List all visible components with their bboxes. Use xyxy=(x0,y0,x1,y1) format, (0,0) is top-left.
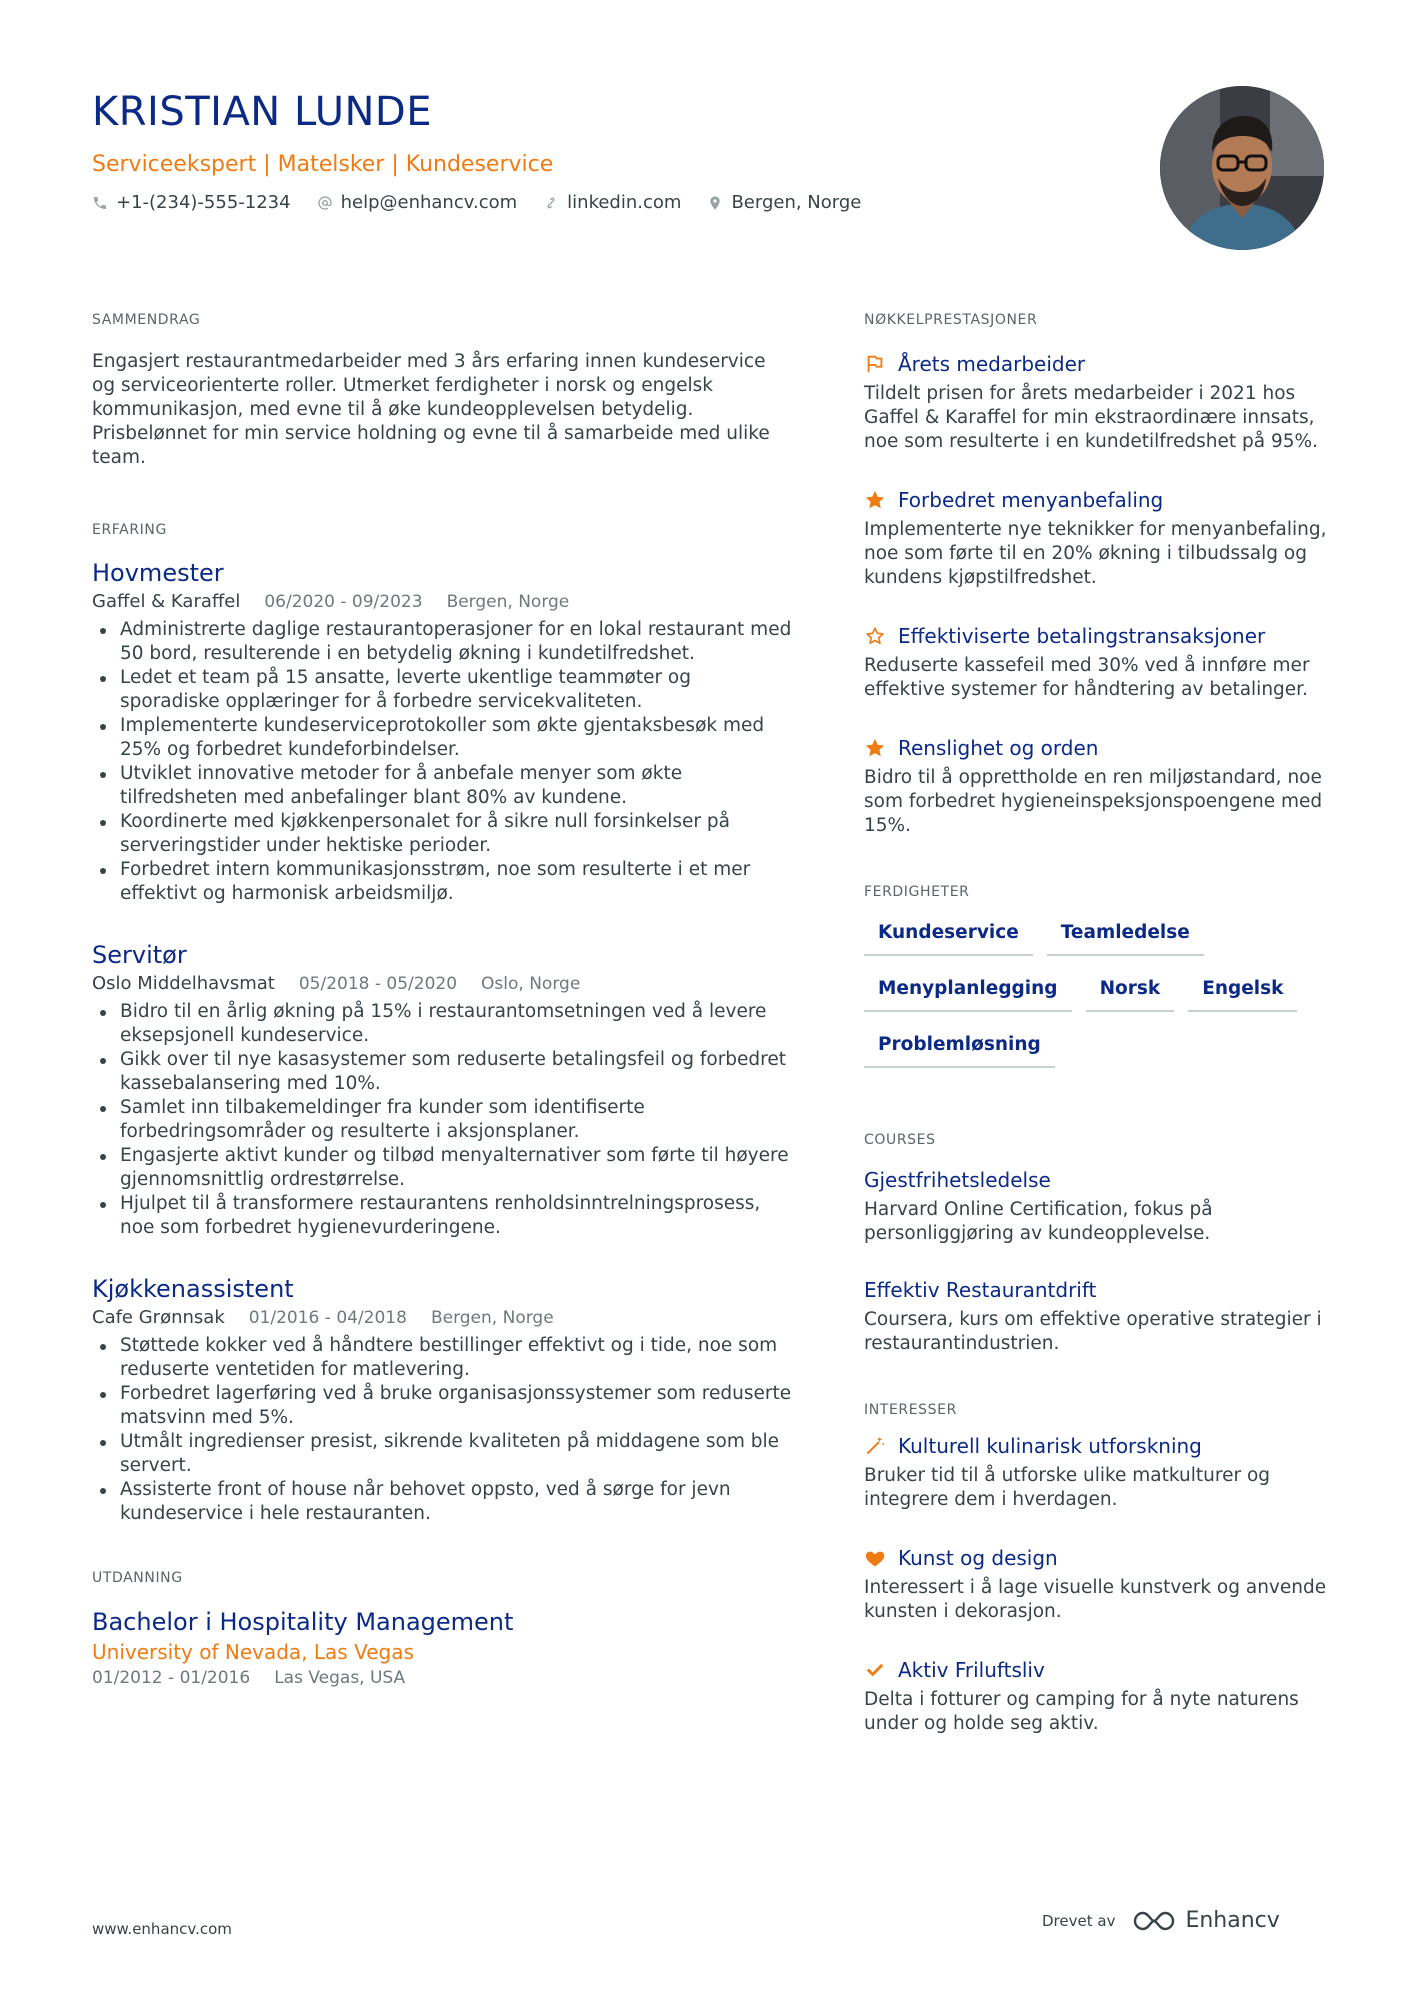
magic-wand-icon xyxy=(864,1435,886,1457)
experience-heading: ERFARING xyxy=(92,522,167,538)
job-meta xyxy=(92,972,792,996)
linkedin-text: linkedin.com xyxy=(567,192,682,213)
education-school: University of Nevada, Las Vegas xyxy=(92,1640,414,1664)
skill-tag: Problemløsning xyxy=(864,1026,1055,1068)
achievement-desc: Tildelt prisen for årets medarbeider i 2021 hos Gaffel & Karaffel for min ekstraordinære innsats, noe som resulterte i en kundetilfredshet på 95%. xyxy=(864,383,1318,452)
summary-heading: SAMMENDRAG xyxy=(92,312,201,328)
interest-title: Kulturell kulinarisk utforskning xyxy=(898,1434,1202,1458)
achievement-title: Årets medarbeider xyxy=(898,352,1086,376)
interest-head xyxy=(864,1656,1330,1684)
course-title: Effektiv Restaurantdrift xyxy=(864,1278,1097,1302)
at-icon xyxy=(317,195,333,211)
interest-title: Aktiv Friluftsliv xyxy=(898,1658,1045,1682)
job-dates: 06/2020 - 09/2023 xyxy=(264,592,423,612)
education-location: Las Vegas, USA xyxy=(274,1668,406,1688)
job-bullet: Assisterte front of house når behovet oppsto, ved å sørge for jevn kundeservice i hele restauranten. xyxy=(92,1478,792,1526)
phone-icon xyxy=(92,195,108,211)
interest-desc: Delta i fotturer og camping for å nyte naturens under og holde seg aktiv. xyxy=(864,1689,1299,1734)
job-bullet: Hjulpet til å transformere restaurantens renholdsinntrelningsprosess, noe som forbedret hygienevurderingene. xyxy=(92,1192,792,1240)
achievement-title: Forbedret menyanbefaling xyxy=(898,488,1164,512)
job-title: Kjøkkenassistent xyxy=(92,1275,294,1303)
experience-section xyxy=(92,520,792,1526)
footer-branding xyxy=(1042,1908,1280,1933)
headline: Serviceekspert | Matelsker | Kundeservice xyxy=(92,152,554,177)
summary-text: Engasjert restaurantmedarbeider med 3 års erfaring innen kundeservice og serviceorienterte roller. Utmerket ferdigheter i norsk og engelsk kommunikasjon, med evne til å øke kundeopplevelsen betydelig. Prisbelønnet for min service holdning og evne til å samarbeide med ulike team. xyxy=(92,351,770,468)
star-filled-icon xyxy=(864,737,886,759)
interests-heading: INTERESSER xyxy=(864,1402,957,1418)
resume-header xyxy=(92,84,1152,216)
achievement-head xyxy=(864,350,1330,378)
job-location: Bergen, Norge xyxy=(430,1308,554,1328)
skills-heading: FERDIGHETER xyxy=(864,884,970,900)
contact-row xyxy=(92,190,1152,216)
job-bullet: Implementerte kundeserviceprotokoller som økte gjentaksbesøk med 25% og forbedret kundeforbindelser. xyxy=(92,714,792,762)
achievement-item xyxy=(864,350,1330,454)
job-entry xyxy=(92,1274,792,1526)
footer-website[interactable]: www.enhancv.com xyxy=(92,1920,232,1938)
contact-linkedin[interactable] xyxy=(543,190,681,216)
contact-location xyxy=(707,190,861,216)
powered-by-label: Drevet av xyxy=(1042,1911,1116,1930)
interest-title: Kunst og design xyxy=(898,1546,1058,1570)
education-degree: Bachelor i Hospitality Management xyxy=(92,1608,514,1636)
interest-head xyxy=(864,1432,1330,1460)
achievement-head xyxy=(864,486,1330,514)
achievement-head xyxy=(864,622,1330,650)
star-filled-icon xyxy=(864,489,886,511)
achievement-desc: Bidro til å opprettholde en ren miljøstandard, noe som forbedret hygieneinspeksjonspoengene med 15%. xyxy=(864,767,1323,836)
job-company: Oslo Middelhavsmat xyxy=(92,973,275,994)
skill-tag: Norsk xyxy=(1086,970,1175,1012)
interests-section xyxy=(864,1400,1330,1736)
job-meta xyxy=(92,590,792,614)
job-title: Hovmester xyxy=(92,559,224,587)
job-company: Gaffel & Karaffel xyxy=(92,591,241,612)
contact-phone xyxy=(92,190,291,216)
job-bullet: Forbedret intern kommunikasjonsstrøm, noe som resulterte i et mer effektivt og harmonisk arbeidsmiljø. xyxy=(92,858,792,906)
education-heading: UTDANNING xyxy=(92,1570,183,1586)
phone-text: +1-(234)-555-1234 xyxy=(116,192,291,213)
interest-desc: Bruker tid til å utforske ulike matkulturer og integrere dem i hverdagen. xyxy=(864,1465,1271,1510)
candidate-name: KRISTIAN LUNDE xyxy=(92,89,433,135)
achievement-desc: Implementerte nye teknikker for menyanbefaling, noe som førte til en 20% økning i tilbudssalg og kundens kjøpstilfredshet. xyxy=(864,519,1327,588)
interest-item xyxy=(864,1544,1330,1624)
job-bullets xyxy=(92,1000,792,1240)
skill-tag: Kundeservice xyxy=(864,914,1033,956)
achievement-item xyxy=(864,622,1330,702)
job-bullets xyxy=(92,618,792,906)
skill-tag: Teamledelse xyxy=(1047,914,1204,956)
job-bullet: Ledet et team på 15 ansatte, leverte ukentlige teammøter og sporadiske opplæringer for å forbedre servicekvaliteten. xyxy=(92,666,792,714)
job-bullet: Administrerte daglige restaurantoperasjoner for en lokal restaurant med 50 bord, resulterende i en betydelig økning i kundetilfredshet. xyxy=(92,618,792,666)
star-outline-icon xyxy=(864,625,886,647)
education-section xyxy=(92,1568,792,1690)
job-entry xyxy=(92,558,792,906)
checkmark-icon xyxy=(864,1659,886,1681)
course-desc: Coursera, kurs om effektive operative strategier i restaurantindustrien. xyxy=(864,1309,1322,1354)
course-desc: Harvard Online Certification, fokus på personliggjøring av kundeopplevelse. xyxy=(864,1199,1213,1244)
achievement-item xyxy=(864,486,1330,590)
location-pin-icon xyxy=(707,195,723,211)
heart-icon xyxy=(864,1547,886,1569)
course-title: Gjestfrihetsledelse xyxy=(864,1168,1051,1192)
contact-email[interactable] xyxy=(317,190,518,216)
job-entry xyxy=(92,940,792,1240)
job-meta xyxy=(92,1306,792,1330)
enhancv-logo-icon xyxy=(1131,1909,1177,1933)
job-location: Oslo, Norge xyxy=(481,974,581,994)
job-bullet: Støttede kokker ved å håndtere bestillinger effektivt og i tide, noe som reduserte ventetiden for matlevering. xyxy=(92,1334,792,1382)
interest-item xyxy=(864,1656,1330,1736)
job-bullet: Bidro til en årlig økning på 15% i restaurantomsetningen ved å levere eksepsjonell kundeservice. xyxy=(92,1000,792,1048)
job-location: Bergen, Norge xyxy=(446,592,570,612)
location-text: Bergen, Norge xyxy=(731,192,862,213)
skill-tag: Menyplanlegging xyxy=(864,970,1072,1012)
job-bullet: Utviklet innovative metoder for å anbefale menyer som økte tilfredsheten med anbefalinger blant 80% av kundene. xyxy=(92,762,792,810)
course-item xyxy=(864,1166,1330,1246)
job-bullets xyxy=(92,1334,792,1526)
course-item xyxy=(864,1276,1330,1356)
achievement-desc: Reduserte kassefeil med 30% ved å innføre mer effektive systemer for håndtering av betalinger. xyxy=(864,655,1310,700)
flag-icon xyxy=(864,353,886,375)
achievement-title: Renslighet og orden xyxy=(898,736,1099,760)
brand-name: Enhancv xyxy=(1185,1908,1280,1933)
interest-item xyxy=(864,1432,1330,1512)
job-dates: 05/2018 - 05/2020 xyxy=(298,974,458,994)
job-bullet: Samlet inn tilbakemeldinger fra kunder som identifiserte forbedringsområder og resulterte i aksjonsplaner. xyxy=(92,1096,792,1144)
courses-section xyxy=(864,1130,1330,1356)
job-company: Cafe Grønnsak xyxy=(92,1307,225,1328)
profile-photo xyxy=(1160,86,1324,250)
summary-section xyxy=(92,310,792,470)
courses-heading: COURSES xyxy=(864,1132,936,1148)
job-dates: 01/2016 - 04/2018 xyxy=(248,1308,407,1328)
interest-desc: Interessert i å lage visuelle kunstverk og anvende kunsten i dekorasjon. xyxy=(864,1577,1327,1622)
job-title: Servitør xyxy=(92,941,187,969)
skill-tag: Engelsk xyxy=(1188,970,1297,1012)
job-bullet: Gikk over til nye kasasystemer som reduserte betalingsfeil og forbedret kassebalansering med 10%. xyxy=(92,1048,792,1096)
job-bullet: Utmålt ingredienser presist, sikrende kvaliteten på middagene som ble servert. xyxy=(92,1430,792,1478)
job-bullet: Forbedret lagerføring ved å bruke organisasjonssystemer som reduserte matsvinn med 5%. xyxy=(92,1382,792,1430)
left-column xyxy=(92,310,792,1740)
job-bullet: Engasjerte aktivt kunder og tilbød menyalternativer som førte til høyere gjennomsnittlig ordrestørrelse. xyxy=(92,1144,792,1192)
achievements-heading: NØKKELPRESTASJONER xyxy=(864,312,1038,328)
link-icon xyxy=(543,195,559,211)
achievement-head xyxy=(864,734,1330,762)
skills-list xyxy=(864,914,1330,1068)
avatar-illustration xyxy=(1160,86,1324,250)
email-text: help@enhancv.com xyxy=(340,192,518,213)
achievements-section xyxy=(864,310,1330,838)
achievement-item xyxy=(864,734,1330,838)
right-column xyxy=(864,310,1330,1786)
interest-head xyxy=(864,1544,1330,1572)
skills-section xyxy=(864,882,1330,1068)
job-bullet: Koordinerte med kjøkkenpersonalet for å sikre null forsinkelser på serveringstider under hektiske perioder. xyxy=(92,810,792,858)
brand-logo[interactable] xyxy=(1131,1908,1279,1933)
education-dates: 01/2012 - 01/2016 xyxy=(92,1668,251,1688)
achievement-title: Effektiviserte betalingstransaksjoner xyxy=(898,624,1266,648)
education-meta xyxy=(92,1666,792,1690)
